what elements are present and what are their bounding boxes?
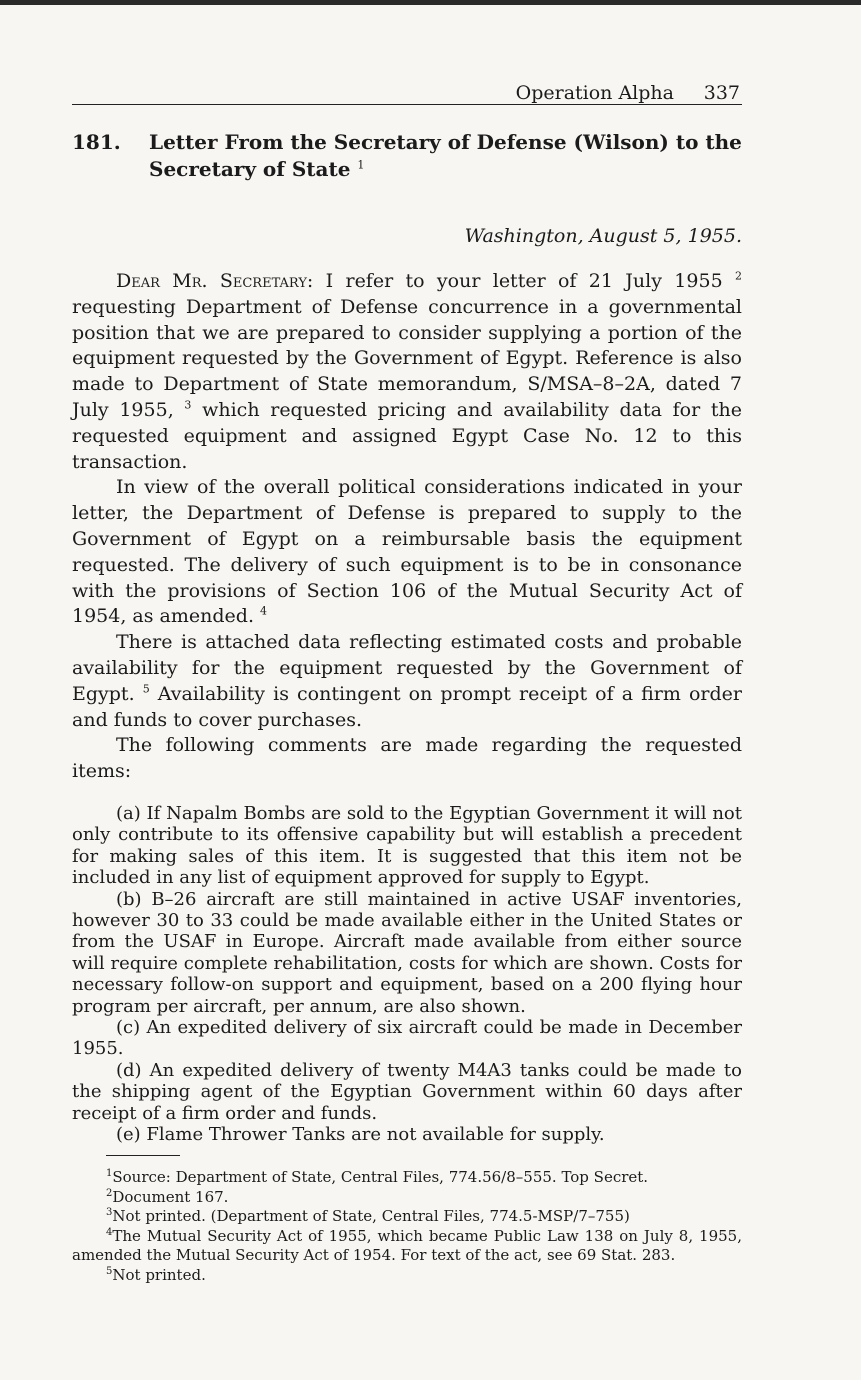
footnote-text: Source: Department of State, Central Files, 774.56/8–555. Top Secret. [112,1168,649,1187]
document-heading [72,129,742,183]
footnote [72,1207,742,1227]
paragraph-3-text-a: There is attached data reflecting estimated costs and probable availability for the equipment requested by the Government of Egypt. [72,631,742,705]
footnote-rule [106,1155,180,1156]
footnote-number: 3 [106,1207,113,1219]
salutation: Dear Mr. Secretary: [116,270,314,292]
running-head [72,78,742,105]
paragraph-1-text-a: I refer to your letter of 21 July 1955 [313,270,723,292]
footnote-number: 2 [106,1187,113,1199]
paragraph-1 [72,269,742,475]
letter-body [72,269,742,785]
footnote-number: 1 [106,1168,113,1180]
paragraph-4: The following comments are made regarding the requested items: [72,734,742,783]
footnotes [72,1168,742,1285]
item-c: (c) An expedited delivery of six aircraft could be made in December 1955. [72,1017,742,1060]
paragraph-1-text-c: which requested pricing and availability data for the requested equipment and assigned Egypt Case No. 12 to this transaction. [72,398,742,473]
document-title: Letter From the Secretary of Defense (Wilson) to the Secretary of State [149,130,742,181]
footnote-ref-4: 4 [260,605,268,619]
footnote-number: 4 [106,1226,113,1238]
footnote [72,1266,742,1286]
document-number: 181. [72,130,121,154]
item-d: (d) An expedited delivery of twenty M4A3 tanks could be made to the shipping agent of the Egyptian Government within 60 days after receipt of a firm order and funds. [72,1059,742,1124]
page-top-edge [0,0,861,5]
paragraph-2 [72,475,742,630]
running-head-title: Operation Alpha [515,82,674,104]
paragraph-1-text-b: requesting Department of Defense concurrence in a governmental position that we are prepared to consider supplying a portion of the equipment requested by the Government of Egypt. Reference is also made to Department of State memorandum, S/MSA–8–2A, dated 7 July 1955, [72,295,742,421]
footnote [72,1227,742,1266]
document-title-block [149,129,742,183]
footnote-ref-3: 3 [184,398,192,412]
footnote [72,1168,742,1188]
footnote-ref-5: 5 [142,682,150,696]
page-number: 337 [703,82,740,104]
paragraph-3-text-b: Availability is contingent on prompt receipt of a firm order and funds to cover purchases. [72,682,742,731]
footnote-text: Document 167. [112,1187,229,1206]
item-e: (e) Flame Thrower Tanks are not available for supply. [116,1124,605,1146]
paragraph-2-text: In view of the overall political considerations indicated in your letter, the Department of Defense is prepared to supply to the Government of Egypt on a reimbursable basis the equipment requested. The delivery of such equipment is to be in consonance with the provisions of Section 106 of the Mutual Security Act of 1954, as amended. [72,476,742,628]
footnote-text: Not printed. [112,1265,206,1284]
footnote-text: The Mutual Security Act of 1955, which became Public Law 138 on July 8, 1955, amended the Mutual Security Act of 1954. For text of the act, see 69 Stat. 283. [72,1226,742,1265]
item-a: (a) If Napalm Bombs are sold to the Egyptian Government it will not only contribute to its offensive capability but will establish a precedent for making sales of this item. It is suggested that this item not be included in any list of equipment approved for supply to Egypt. [72,802,742,889]
footnote-number: 5 [106,1265,113,1277]
footnote-ref-2: 2 [735,269,743,283]
item-b: (b) B–26 aircraft are still maintained in active USAF inventories, however 30 to 33 could be made available either in the United States or from the USAF in Europe. Aircraft made available from either source will require complete rehabilitation, costs for which are shown. Costs for necessary follow-on support and equipment, based on a 200 flying hour program per aircraft, per annum, are also shown. [72,888,742,1017]
document-page [72,78,742,1285]
dateline: Washington, August 5, 1955. [464,225,742,247]
comment-items [72,803,742,1146]
paragraph-3 [72,630,742,733]
footnote [72,1188,742,1208]
footnote-ref-1: 1 [357,158,365,172]
footnote-text: Not printed. (Department of State, Central Files, 774.5-MSP/7–755) [112,1207,630,1226]
